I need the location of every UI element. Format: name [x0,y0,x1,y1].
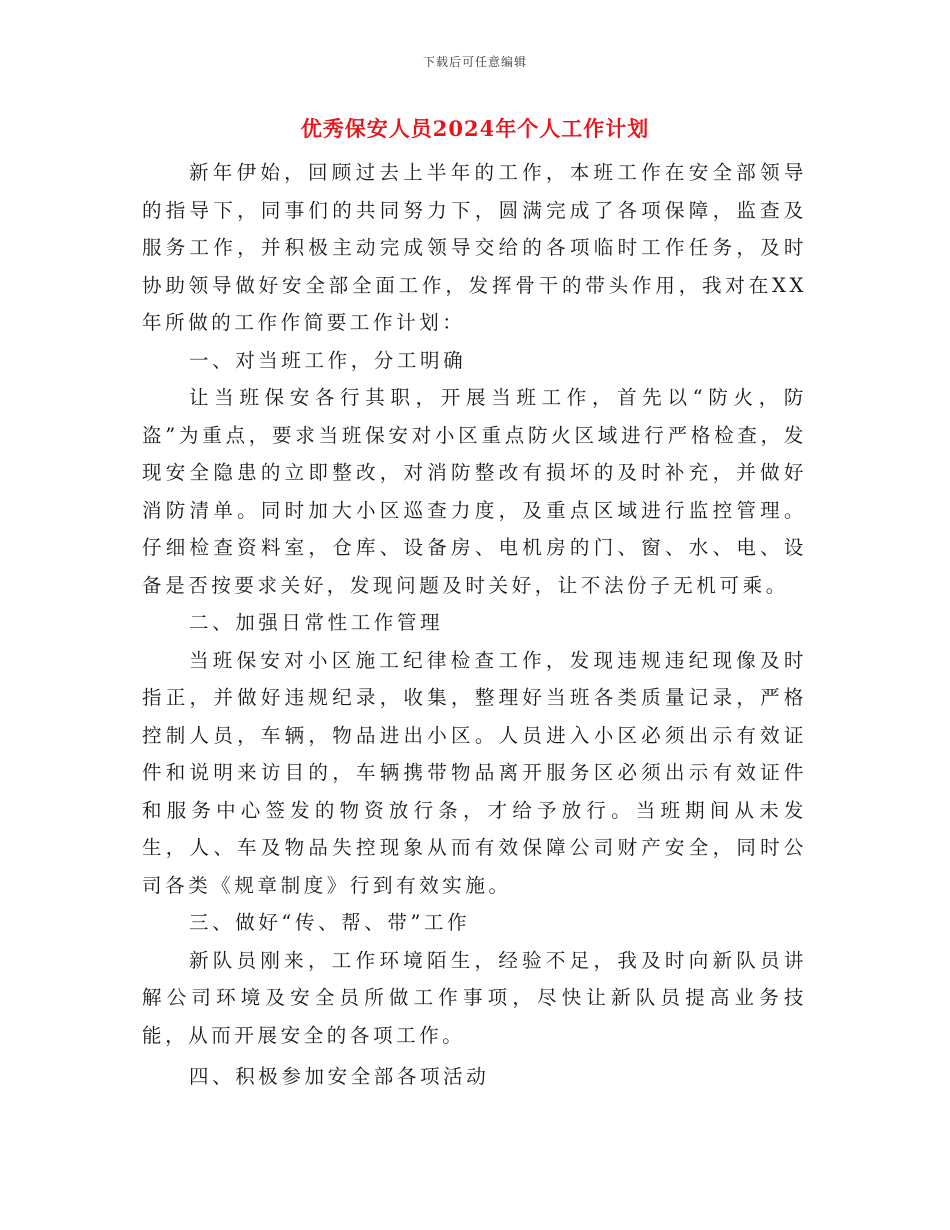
section-heading-1: 一、对当班工作，分工明确 [189,348,467,372]
intro-paragraph: 新年伊始，回顾过去上半年的工作，本班工作在安全部领导的指导下，同事们的共同努力下，圆满完成了各项保障，监查及服务工作，并积极主动完成领导交给的各项临时工作任务，及时协助领导做好安全部全面工作，发挥骨干的带头作用，我对在XX年所做的工作作简要工作计划： [142,161,807,334]
header-note: 下载后可任意编辑 [422,55,527,69]
section-paragraph-2: 当班保安对小区施工纪律检查工作，发现违规违纪现像及时指正，并做好违规纪录，收集，整理好当班各类质量记录，严格控制人员，车辆，物品进出小区。人员进入小区必须出示有效证件和说明来访目的，车辆携带物品离开服务区必须出示有效证件和服务中心签发的物资放行条，才给予放行。当班期间从未发生，人、车及物品失控现象从而有效保障公司财产安全，同时公司各类《规章制度》行到有效实施。 [142,648,807,897]
section-heading-2: 二、加强日常性工作管理 [189,611,444,634]
document-title: 优秀保安人员2024年个人工作计划 [300,116,650,141]
document-body [142,154,807,1096]
section-heading-3: 三、做好“传、帮、带”工作 [189,911,471,934]
section-heading-4: 四、积极参加安全部各项活动 [189,1065,490,1088]
section-paragraph-1: 让当班保安各行其职，开展当班工作，首先以“防火，防盗”为重点，要求当班保安对小区重点防火区域进行严格检查，发现安全隐患的立即整改，对消防整改有损坏的及时补充，并做好消防清单。同时加大小区巡查力度，及重点区域进行监控管理。仔细检查资料室，仓库、设备房、电机房的门、窗、水、电、设备是否按要求关好，发现问题及时关好，让不法份子无机可乘。 [142,386,807,597]
section-paragraph-3: 新队员刚来，工作环境陌生，经验不足，我及时向新队员讲解公司环境及安全员所做工作事项，尽快让新队员提高业务技能，从而开展安全的各项工作。 [142,948,807,1047]
